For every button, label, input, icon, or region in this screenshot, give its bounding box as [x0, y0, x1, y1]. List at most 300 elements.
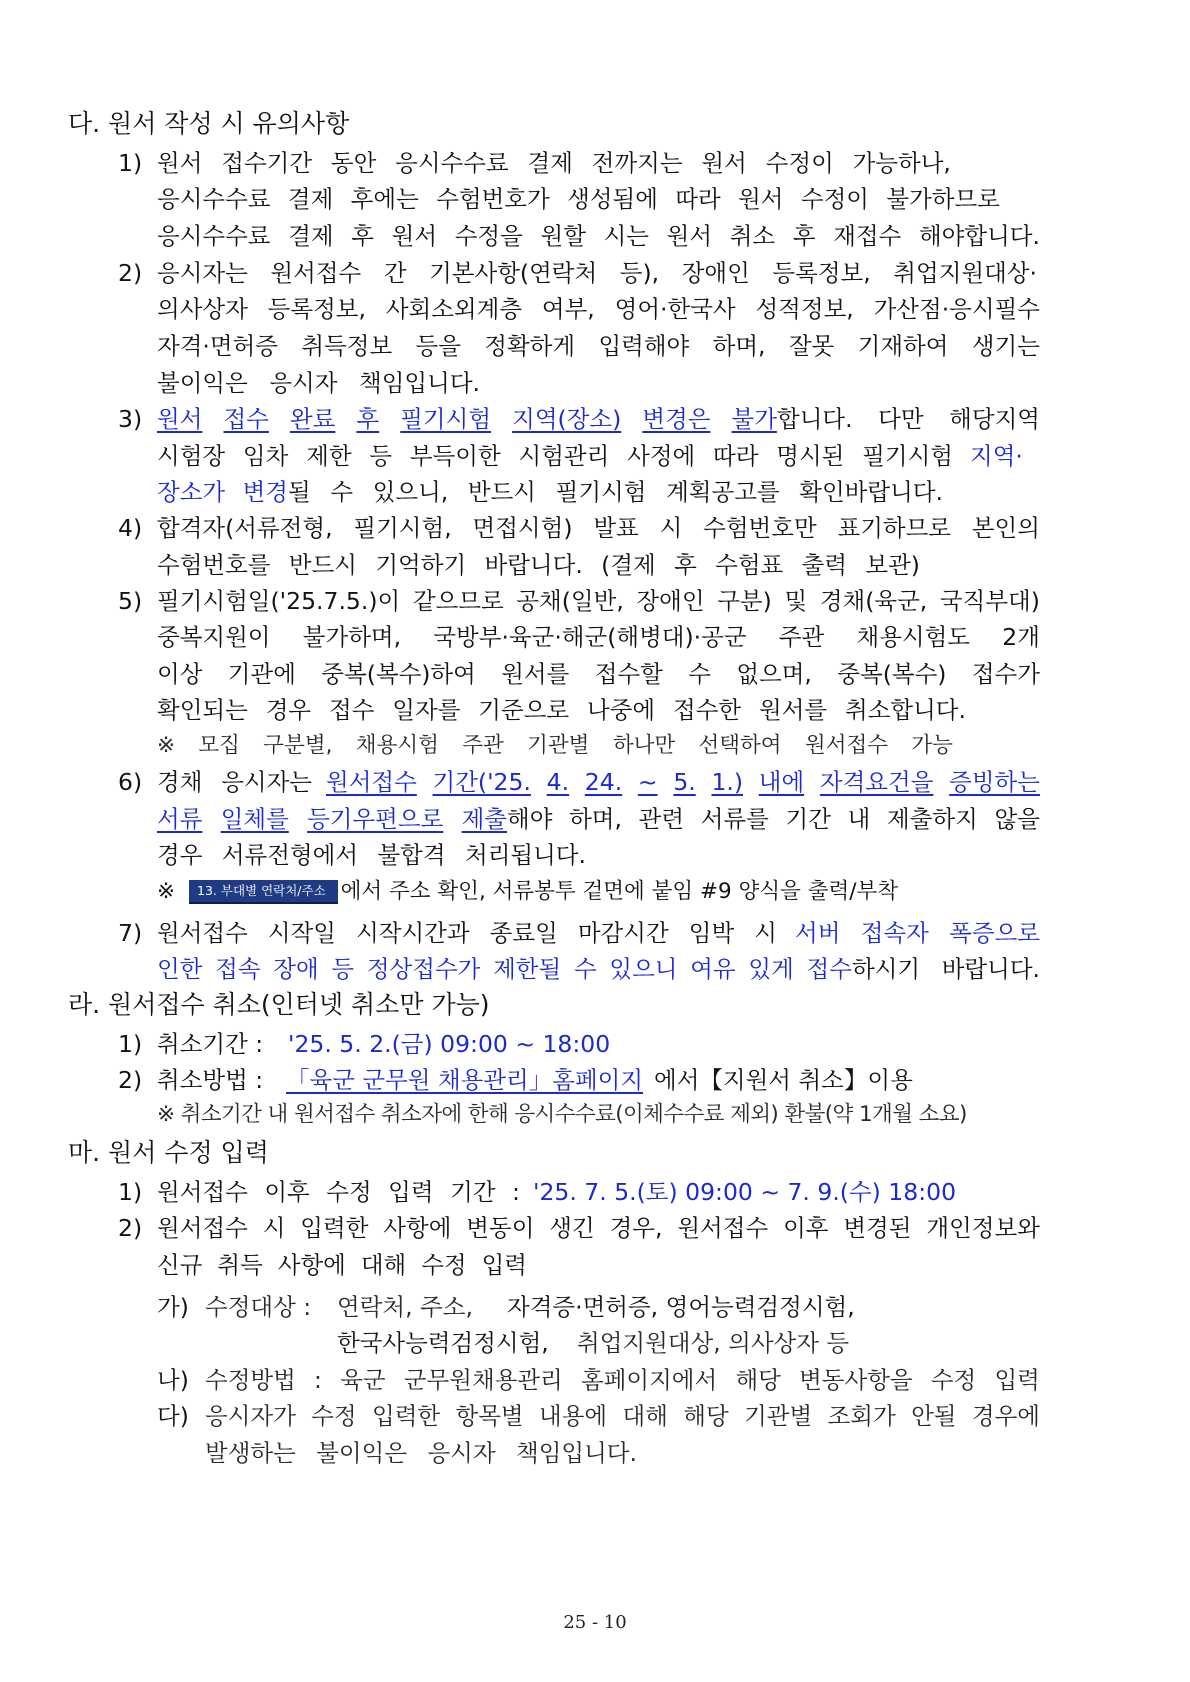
- word: 등),: [619, 259, 660, 287]
- item-text: [157, 693, 966, 727]
- item-text: [157, 439, 953, 473]
- word: 수정을: [454, 222, 523, 250]
- item-label: 취소방법 :: [157, 1066, 264, 1094]
- word: 응시수수료: [157, 222, 271, 250]
- item-text: [157, 366, 480, 400]
- highlight-text: [157, 475, 288, 509]
- word: 육군: [340, 1366, 386, 1394]
- word: 내에: [758, 768, 805, 796]
- word: 군무원채용관리: [403, 1366, 563, 1394]
- word: 경채(육군,: [819, 587, 928, 615]
- word: 접수: [329, 696, 375, 724]
- word: 기관에: [227, 660, 296, 688]
- word: 시작일: [267, 919, 336, 947]
- recruitment-homepage-link[interactable]: 「육군 군무원 채용관리」홈페이지: [286, 1066, 644, 1094]
- word: 수정: [311, 1402, 357, 1430]
- word: 필기시험일('25.7.5.)이: [157, 587, 401, 615]
- item-text: [157, 620, 1040, 654]
- item-text: [157, 256, 1037, 290]
- word: 대해: [360, 1251, 407, 1279]
- item-number: 3): [118, 405, 143, 433]
- word: 취득: [217, 1251, 263, 1279]
- word: 가능: [911, 733, 953, 758]
- word: 원서접수: [326, 768, 417, 796]
- word: 반드시: [288, 551, 357, 579]
- word: 일자를: [392, 696, 461, 724]
- word: 원서: [666, 222, 713, 250]
- word: 원서를: [501, 660, 570, 688]
- word: 후: [356, 405, 380, 433]
- word: 다만: [878, 405, 924, 433]
- word: 개인정보와: [926, 1214, 1040, 1242]
- word: 경우: [157, 841, 203, 869]
- word: 기본사항(연락처: [429, 259, 598, 287]
- word: 수: [573, 955, 597, 983]
- word: 일체를: [220, 805, 289, 833]
- item-text: [157, 584, 1040, 618]
- word: 접수: [223, 405, 269, 433]
- word: 영어·한국사: [614, 295, 736, 323]
- word: 불가하며,: [302, 623, 402, 651]
- word: 사정에: [627, 442, 696, 470]
- word: 4.: [546, 768, 570, 796]
- word: 있게: [748, 955, 794, 983]
- word: 변경은: [642, 405, 711, 433]
- word: 필기시험: [400, 405, 492, 433]
- word: 이상: [157, 660, 203, 688]
- word: 책임입니다.: [516, 1439, 637, 1467]
- word: 정상접수가: [366, 955, 481, 983]
- item-text: 에서【지원서 취소】이용: [654, 1066, 913, 1094]
- word: 서류를: [700, 805, 769, 833]
- word: 채용시험도: [856, 623, 971, 651]
- word: 시험장: [157, 442, 226, 470]
- item-label: 취소기간 :: [157, 1030, 264, 1058]
- word: 기관별: [744, 1402, 813, 1430]
- word: 불가: [731, 405, 777, 433]
- word: 안될: [911, 1402, 957, 1430]
- word: 수: [330, 478, 354, 506]
- item-number: 1): [118, 1178, 143, 1206]
- word: 2개: [1002, 623, 1040, 651]
- word: 제출하지: [887, 805, 978, 833]
- word: 및: [784, 587, 808, 615]
- word: 반드시: [467, 478, 537, 506]
- word: 하며,: [569, 805, 622, 833]
- word: 의사상자: [157, 295, 248, 323]
- sub-item-text: [205, 1399, 1040, 1433]
- word: 결제: [527, 149, 573, 177]
- word: :: [512, 1178, 520, 1206]
- word: 있으니,: [372, 478, 449, 506]
- word: 항목별: [455, 1402, 524, 1430]
- item-number: 6): [118, 768, 143, 796]
- word: 공채(일반,: [516, 587, 624, 615]
- word: 취소합니다.: [845, 696, 966, 724]
- word: 원서접수: [677, 1214, 769, 1242]
- word: 5.: [673, 768, 696, 796]
- word: 제한될: [493, 955, 562, 983]
- item-text: [777, 402, 1040, 436]
- word: 수정이: [800, 185, 870, 213]
- word: 시작시간과: [356, 919, 470, 947]
- word: 결제: [287, 185, 334, 213]
- word: 중복(복수): [837, 660, 947, 688]
- word: 해당: [683, 1402, 729, 1430]
- word: 사회소외계층: [385, 295, 523, 323]
- word: 생긴: [549, 1214, 595, 1242]
- word: 해당지역: [949, 405, 1040, 433]
- word: 24.: [584, 768, 623, 796]
- word: 입력해야: [598, 332, 690, 360]
- item-text: [288, 475, 943, 509]
- word: 보관): [865, 551, 920, 579]
- item-text: [157, 548, 920, 582]
- word: 기간: [785, 805, 831, 833]
- word: 사항에: [383, 1214, 452, 1242]
- word: 원서: [701, 149, 747, 177]
- item-text: [157, 1211, 1040, 1245]
- word: 될: [288, 478, 311, 506]
- word: 장애: [273, 955, 319, 983]
- word: 등을: [415, 332, 461, 360]
- item-text: [157, 219, 1040, 253]
- word: 제한: [306, 442, 352, 470]
- word: 가산점·응시필수: [873, 295, 1040, 323]
- word: 합격자(서류전형,: [157, 514, 333, 542]
- word: 입력: [994, 1366, 1040, 1394]
- word: 결제: [288, 222, 334, 250]
- word: 경우,: [609, 1214, 663, 1242]
- word: 시: [659, 514, 683, 542]
- word: 필기시험,: [353, 514, 452, 542]
- highlight-text: 지역·: [970, 442, 1023, 470]
- item-text: [157, 511, 1040, 545]
- word: 1.): [711, 768, 744, 796]
- word: 이후: [264, 1178, 310, 1206]
- word: 표기하므로: [837, 514, 952, 542]
- word: 하시기: [852, 955, 921, 983]
- word: 이후: [783, 1214, 829, 1242]
- word: 입력한: [372, 1402, 441, 1430]
- item-text: [507, 802, 1040, 836]
- word: 취업지원대상·: [893, 259, 1037, 287]
- word: 대해: [622, 1402, 668, 1430]
- item-number: 5): [118, 587, 143, 615]
- word: 주관: [778, 623, 825, 651]
- word: 중복(복수)하여: [321, 660, 476, 688]
- sub-item-label: 수정대상 :: [205, 1293, 312, 1321]
- word: 수정방법: [205, 1366, 296, 1394]
- word: 나중에: [587, 696, 656, 724]
- word: 홈페이지에서: [581, 1366, 718, 1394]
- word: 수정이: [765, 149, 834, 177]
- word: 원서접수: [157, 1178, 248, 1206]
- word: 재접수: [833, 222, 902, 250]
- word: 불합격: [377, 841, 446, 869]
- sub-item-text-bold: 자격증·면허증, 영어능력검정시험,: [507, 1293, 855, 1321]
- word: 책임입니다.: [359, 369, 480, 397]
- word: 경우에: [971, 1402, 1040, 1430]
- word: 해야: [507, 805, 553, 833]
- highlight-text: [157, 952, 852, 986]
- highlight-text: [326, 765, 1040, 799]
- word: 국직부대): [939, 587, 1040, 615]
- word: :: [314, 1366, 322, 1394]
- word: 계획공고를: [666, 478, 780, 506]
- word: 수정: [930, 1366, 977, 1394]
- word: 마감시간: [577, 919, 669, 947]
- word: 수험번호가: [436, 185, 550, 213]
- section-heading-da: 다. 원서 작성 시 유의사항: [68, 109, 350, 138]
- sub-item-mark: 나): [157, 1366, 189, 1394]
- item-text: [157, 1248, 527, 1282]
- contact-address-tab-button[interactable]: 13. 부대별 연락처/주소: [189, 880, 338, 904]
- word: 기간: [450, 1178, 496, 1206]
- word: 응시수수료: [157, 185, 271, 213]
- word: 수: [688, 660, 711, 688]
- word: 시: [754, 919, 777, 947]
- word: 수험표: [715, 551, 784, 579]
- word: 처리됩니다.: [465, 841, 586, 869]
- item-text: [157, 182, 1000, 216]
- word: 사항에: [277, 1251, 346, 1279]
- sub-item-mark: 다): [157, 1402, 189, 1430]
- word: 입력: [388, 1178, 434, 1206]
- sub-item-text: 연락처, 주소,: [337, 1293, 473, 1321]
- item-text: [157, 657, 1040, 691]
- word: 등록정보,: [772, 259, 871, 287]
- word: 시험관리: [518, 442, 610, 470]
- word: 확인되는: [157, 696, 248, 724]
- word: 경우: [265, 696, 312, 724]
- highlight-text: [157, 802, 507, 836]
- word: 제출: [461, 805, 507, 833]
- word: 원서접수: [270, 259, 362, 287]
- item-number: 1): [118, 1030, 143, 1058]
- item-text: [157, 146, 951, 180]
- word: 해당: [735, 1366, 781, 1394]
- word: 원서: [157, 149, 203, 177]
- word: 합니다.: [777, 405, 853, 433]
- word: 부득이한: [409, 442, 501, 470]
- word: 여유: [690, 955, 736, 983]
- word: 완료: [289, 405, 336, 433]
- word: 있으니: [609, 955, 678, 983]
- word: 인한: [157, 955, 203, 983]
- word: 접수가: [971, 660, 1040, 688]
- word: 자격·면허증: [157, 332, 278, 360]
- word: 경채: [157, 768, 203, 796]
- word: 따라: [713, 442, 759, 470]
- note-text: [157, 729, 953, 763]
- word: 여부,: [541, 295, 595, 323]
- word: 전까지는: [591, 149, 683, 177]
- sub-item-text: 취업지원대상, 의사상자 등: [577, 1329, 850, 1357]
- word: 원서: [391, 222, 438, 250]
- word: 임차: [242, 442, 289, 470]
- word: 주관: [462, 733, 504, 758]
- word: 불이익은: [316, 1439, 408, 1467]
- word: 않을: [994, 805, 1040, 833]
- word: 응시수수료: [395, 149, 509, 177]
- word: 접수: [806, 955, 852, 983]
- word: 불이익은: [157, 369, 248, 397]
- word: 간: [383, 259, 407, 287]
- word: 생기는: [971, 332, 1040, 360]
- word: 선택하여: [698, 733, 782, 758]
- word: 명시된: [776, 442, 845, 470]
- word: 접수기간: [221, 149, 313, 177]
- word: 관련: [638, 805, 685, 833]
- cancel-period-value: '25. 5. 2.(금) 09:00 ~ 18:00: [288, 1030, 611, 1058]
- word: 접수한: [673, 696, 742, 724]
- word: 서버: [795, 919, 841, 947]
- section-heading-ra: 라. 원서접수 취소(인터넷 취소만 가능): [68, 990, 490, 1019]
- word: 확인바랍니다.: [799, 478, 943, 506]
- item-text: [157, 292, 1040, 326]
- word: 바랍니다.: [941, 955, 1040, 983]
- word: 원서를: [759, 696, 828, 724]
- word: 응시자는: [221, 768, 312, 796]
- word: ※: [157, 733, 176, 758]
- word: 정확하게: [484, 332, 576, 360]
- sub-item-text: [205, 1436, 637, 1470]
- word: 본인의: [971, 514, 1040, 542]
- word: 기재하여: [857, 332, 949, 360]
- word: 응시자는: [157, 259, 248, 287]
- item-number: 2): [118, 259, 143, 287]
- item-label: [157, 1175, 520, 1209]
- item-number: 1): [118, 149, 143, 177]
- sub-item-text: [205, 1363, 1040, 1397]
- word: 등: [331, 955, 355, 983]
- word: 바랍니다.: [484, 551, 583, 579]
- item-number: 7): [118, 919, 143, 947]
- word: 응시자: [269, 369, 338, 397]
- word: 기간('25.: [432, 768, 531, 796]
- word: 없으며,: [736, 660, 812, 688]
- word: 하며,: [712, 332, 766, 360]
- item-text: [157, 916, 777, 950]
- word: 가능하나,: [852, 149, 951, 177]
- word: 후: [674, 551, 697, 579]
- word: 원서: [157, 405, 203, 433]
- word: 원서: [738, 185, 784, 213]
- word: 응시자: [427, 1439, 496, 1467]
- word: 폭증으로: [949, 919, 1040, 947]
- word: 장애인: [636, 587, 705, 615]
- word: 구분별,: [263, 733, 333, 758]
- word: 등록정보,: [267, 295, 366, 323]
- word: 접수할: [594, 660, 663, 688]
- word: 면접시험): [472, 514, 573, 542]
- word: 시는: [603, 222, 649, 250]
- item-text: [157, 329, 1040, 363]
- item-number: 2): [118, 1066, 143, 1094]
- note-text: ※ 취소기간 내 원서접수 취소자에 한해 응시수수료(이체수수료 제외) 환불(약 1개월 소요): [157, 1102, 967, 1127]
- word: 성적정보,: [755, 295, 854, 323]
- word: 원서접수: [157, 1214, 248, 1242]
- item-number: 4): [118, 514, 143, 542]
- word: 변동이: [466, 1214, 535, 1242]
- item-number: 2): [118, 1214, 143, 1242]
- word: 불가하므로: [886, 185, 1000, 213]
- word: 종료일: [489, 919, 558, 947]
- word: 임박: [688, 919, 735, 947]
- word: 후에는: [350, 185, 419, 213]
- highlight-text: [157, 402, 777, 436]
- word: 원서접수: [157, 919, 248, 947]
- word: 내: [847, 805, 871, 833]
- word: 등: [369, 442, 393, 470]
- word: 해야합니다.: [918, 222, 1040, 250]
- word: 서류: [157, 805, 203, 833]
- word: 변경: [242, 478, 288, 506]
- word: 변동사항을: [799, 1366, 913, 1394]
- word: 모집: [198, 733, 240, 758]
- item-text: [852, 952, 1040, 986]
- word: ~: [637, 768, 658, 796]
- section-heading-ma: 마. 원서 수정 입력: [68, 1138, 269, 1167]
- item-text: [157, 838, 586, 872]
- word: 잘못: [788, 332, 835, 360]
- word: 발표: [593, 514, 639, 542]
- word: 필기시험: [555, 478, 647, 506]
- word: 수험번호를: [157, 551, 271, 579]
- word: 생성됨에: [567, 185, 658, 213]
- edit-period-value: '25. 7. 5.(토) 09:00 ~ 7. 9.(수) 18:00: [533, 1178, 957, 1206]
- word: 내용에: [539, 1402, 608, 1430]
- item-text: [157, 765, 312, 799]
- word: 증빙하는: [949, 768, 1040, 796]
- word: 접속: [215, 955, 261, 983]
- note-line: [157, 875, 898, 909]
- word: 후: [351, 222, 374, 250]
- word: 취득정보: [301, 332, 393, 360]
- word: 장애인: [681, 259, 750, 287]
- page-number: 25 - 10: [563, 1612, 627, 1633]
- word: 원할: [540, 222, 586, 250]
- word: 같으므로: [412, 587, 504, 615]
- word: 등기우편으로: [307, 805, 444, 833]
- word: 하나만: [612, 733, 676, 758]
- word: 자격요건을: [819, 768, 934, 796]
- word: 수정: [326, 1178, 372, 1206]
- word: 출력: [801, 551, 848, 579]
- note-text: 에서 주소 확인, 서류봉투 겉면에 붙임 #9 양식을 출력/부착: [340, 879, 899, 904]
- word: 기준으로: [478, 696, 570, 724]
- word: 변경된: [843, 1214, 912, 1242]
- sub-item-text-bold: 한국사능력검정시험,: [337, 1329, 549, 1357]
- highlight-text: [795, 916, 1040, 950]
- word: 수험번호만: [703, 514, 817, 542]
- word: 접속자: [860, 919, 929, 947]
- word: 국방부·육군·해군(해병대)·공군: [433, 623, 747, 651]
- word: 구분): [717, 587, 772, 615]
- word: 필기시험: [862, 442, 953, 470]
- word: 후: [792, 222, 816, 250]
- word: 입력: [481, 1251, 527, 1279]
- word: 시: [262, 1214, 286, 1242]
- word: 중복지원이: [157, 623, 271, 651]
- word: 장소가: [157, 478, 226, 506]
- word: 따라: [675, 185, 721, 213]
- word: (결제: [601, 551, 656, 579]
- word: 입력한: [300, 1214, 369, 1242]
- word: 서류전형에서: [221, 841, 359, 869]
- word: 지역(장소): [512, 405, 622, 433]
